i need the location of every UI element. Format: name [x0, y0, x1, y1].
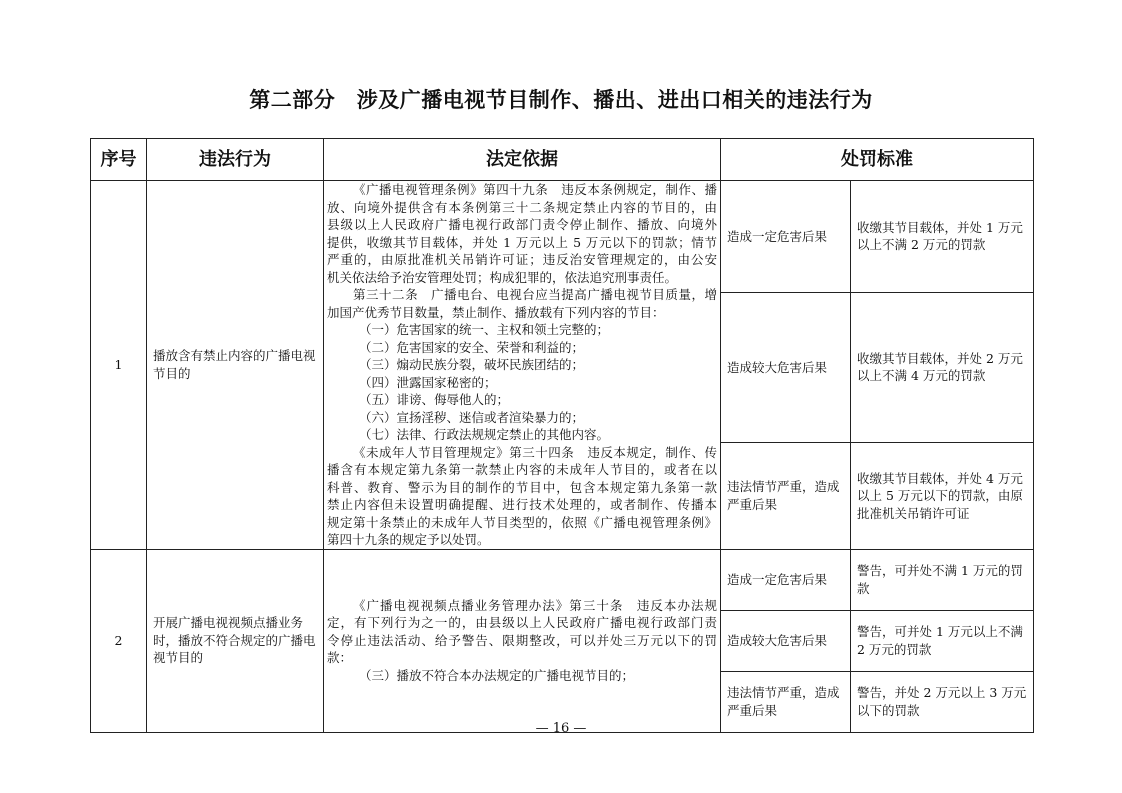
penalty-level: 造成较大危害后果 [721, 610, 851, 671]
legal-text-line: 禁止内容但未设置明确提醒、进行技术处理的，或者制作、传播本 [327, 497, 717, 512]
header-penalty-standard: 处罚标准 [721, 139, 1034, 181]
legal-text-line: （七）法律、行政法规规定禁止的其他内容。 [359, 427, 610, 442]
table-row [91, 181, 1034, 293]
penalty-standard: 收缴其节目载体，并处 1 万元以上不满 2 万元的罚款 [851, 181, 1034, 293]
legal-text-line: 加国产优秀节目数量，禁止制作、播放载有下列内容的节目： [327, 304, 665, 320]
legal-text-line: 《广播电视视频点播业务管理办法》第三十条 违反本办法规 [353, 597, 717, 613]
penalty-standard: 警告，并处 2 万元以上 3 万元以下的罚款 [851, 671, 1034, 732]
legal-text-line: 严重的，由原批准机关吊销许可证；违反治安管理规定的，由公安 [327, 252, 717, 267]
legal-text-line: 播含有本规定第九条第一款禁止内容的未成年人节目的，或者在以 [327, 462, 717, 477]
legal-text-line: 第三十二条 广播电台、电视台应当提高广播电视节目质量，增 [353, 287, 717, 302]
legal-text-line: （三）播放不符合本办法规定的广播电视节目的； [359, 667, 635, 683]
page-title: 第二部分 涉及广播电视节目制作、播出、进出口相关的违法行为 [249, 88, 873, 112]
legal-text-line: 机关依法给予治安管理处罚；构成犯罪的，依法追究刑事责任。 [327, 269, 678, 285]
row-legal-basis [324, 181, 721, 550]
legal-text-line: 令停止违法活动、给予警告、限期整改，可以并处三万元以下的罚 [327, 632, 717, 648]
table-row [91, 549, 1034, 610]
table-header-row [91, 139, 1034, 181]
row-legal-basis [324, 549, 721, 732]
violations-table [90, 138, 1034, 733]
legal-text-line: 款： [327, 650, 353, 666]
header-behavior: 违法行为 [147, 139, 324, 181]
penalty-level: 违法情节严重，造成严重后果 [721, 443, 851, 549]
row-number: 1 [91, 181, 147, 550]
legal-text-line: 提供，收缴其节目载体，并处 1 万元以上 5 万元以下的罚款；情节 [327, 234, 717, 250]
legal-text-line: 第四十九条的规定予以处罚。 [327, 532, 490, 547]
penalty-standard: 收缴其节目载体，并处 4 万元以上 5 万元以下的罚款，由原批准机关吊销许可证 [851, 443, 1034, 549]
header-legal-basis: 法定依据 [324, 139, 721, 181]
legal-text-line: （一）危害国家的统一、主权和领土完整的； [359, 322, 610, 337]
penalty-standard: 收缴其节目载体，并处 2 万元以上不满 4 万元的罚款 [851, 292, 1034, 443]
penalty-level: 造成较大危害后果 [721, 292, 851, 443]
legal-text-line: 定，有下列行为之一的，由县级以上人民政府广播电视行政部门责 [327, 615, 717, 631]
legal-text-line: （五）诽谤、侮辱他人的； [359, 392, 510, 407]
row-behavior: 播放含有禁止内容的广播电视节目的 [147, 181, 324, 550]
penalty-level: 造成一定危害后果 [721, 549, 851, 610]
legal-text-line: 《广播电视管理条例》第四十九条 违反本条例规定，制作、播 [353, 182, 717, 197]
legal-text-line: 《未成年人节目管理规定》第三十四条 违反本规定，制作、传 [353, 444, 717, 460]
header-number: 序号 [91, 139, 147, 181]
legal-text-line: （三）煽动民族分裂，破坏民族团结的； [359, 357, 585, 372]
penalty-standard: 警告，可并处不满 1 万元的罚款 [851, 549, 1034, 610]
row-behavior: 开展广播电视视频点播业务时，播放不符合规定的广播电视节目的 [147, 549, 324, 732]
legal-text-line: （四）泄露国家秘密的； [359, 374, 497, 390]
page-number: — 16 — [535, 721, 587, 736]
legal-text-line: 规定第十条禁止的未成年人节目类型的，依照《广播电视管理条例》 [327, 514, 717, 530]
penalty-level: 造成一定危害后果 [721, 181, 851, 293]
legal-text-line: （六）宣扬淫秽、迷信或者渲染暴力的； [359, 409, 585, 425]
legal-text-line: （二）危害国家的安全、荣誉和利益的； [359, 339, 585, 355]
legal-text-line: 科普、教育、警示为目的制作的节目中，包含本规定第九条第一款 [327, 479, 717, 495]
legal-text-line: 放、向境外提供含有本条例第三十二条规定禁止内容的节目的，由 [327, 199, 717, 215]
penalty-standard: 警告，可并处 1 万元以上不满 2 万元的罚款 [851, 610, 1034, 671]
row-number: 2 [91, 549, 147, 732]
penalty-level: 违法情节严重，造成严重后果 [721, 671, 851, 732]
legal-text-line: 县级以上人民政府广播电视行政部门责令停止制作、播放、向境外 [327, 217, 717, 232]
